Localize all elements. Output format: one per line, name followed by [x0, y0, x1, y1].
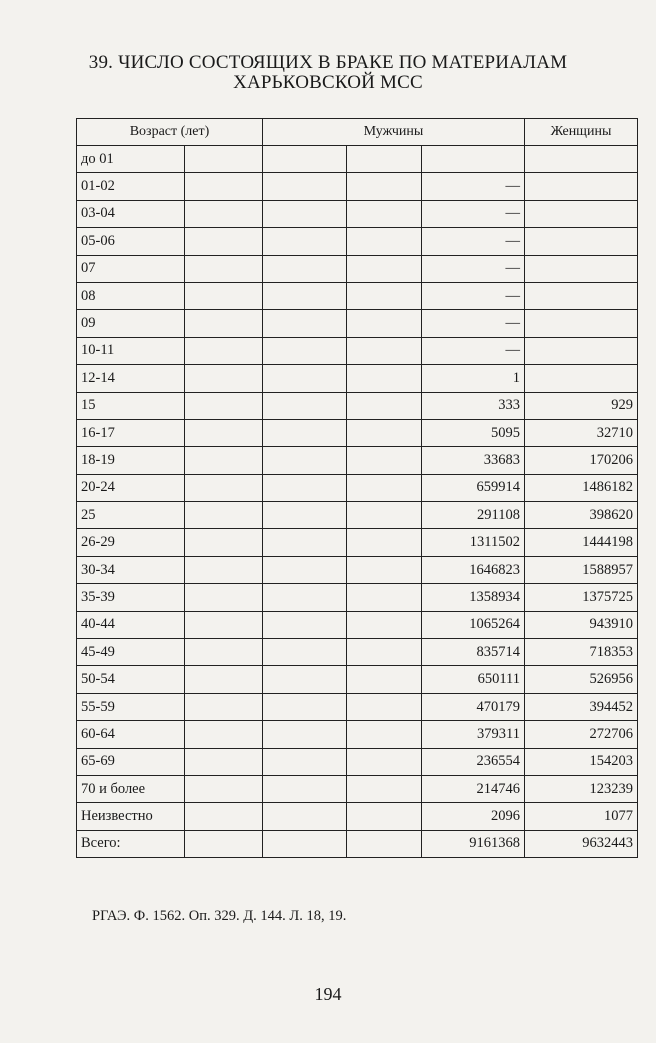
empty-cell: [185, 310, 263, 337]
age-cell: до 01: [77, 146, 185, 173]
empty-cell: [263, 419, 347, 446]
page-title: [0, 53, 656, 93]
empty-cell: [263, 365, 347, 392]
women-cell: [525, 282, 638, 309]
age-cell: 30-34: [77, 556, 185, 583]
age-cell: 05-06: [77, 228, 185, 255]
empty-cell: [185, 502, 263, 529]
age-cell: 07: [77, 255, 185, 282]
women-cell: 394452: [525, 693, 638, 720]
women-cell: [525, 365, 638, 392]
empty-cell: [263, 611, 347, 638]
women-cell: 526956: [525, 666, 638, 693]
men-cell: 659914: [422, 474, 525, 501]
empty-cell: [347, 228, 422, 255]
women-cell: [525, 337, 638, 364]
men-cell: 379311: [422, 721, 525, 748]
table-row: [77, 803, 638, 830]
empty-cell: [263, 146, 347, 173]
table-row: [77, 666, 638, 693]
header-women: Женщины: [525, 119, 638, 146]
empty-cell: [263, 584, 347, 611]
men-cell: 236554: [422, 748, 525, 775]
empty-cell: [185, 173, 263, 200]
men-cell: —: [422, 228, 525, 255]
women-cell: [525, 173, 638, 200]
empty-cell: [263, 392, 347, 419]
table-row: [77, 282, 638, 309]
empty-cell: [263, 666, 347, 693]
empty-cell: [185, 693, 263, 720]
women-cell: 123239: [525, 775, 638, 802]
women-cell: 154203: [525, 748, 638, 775]
table-row: [77, 447, 638, 474]
empty-cell: [347, 447, 422, 474]
empty-cell: [263, 474, 347, 501]
title-line-2: ХАРЬКОВСКОЙ МСС: [233, 72, 423, 93]
men-cell: 835714: [422, 639, 525, 666]
women-cell: [525, 228, 638, 255]
empty-cell: [347, 721, 422, 748]
women-cell: 1588957: [525, 556, 638, 583]
age-cell: 12-14: [77, 365, 185, 392]
empty-cell: [185, 611, 263, 638]
empty-cell: [347, 830, 422, 857]
empty-cell: [263, 282, 347, 309]
table-row: [77, 146, 638, 173]
men-cell: —: [422, 173, 525, 200]
empty-cell: [347, 748, 422, 775]
empty-cell: [347, 200, 422, 227]
empty-cell: [263, 748, 347, 775]
empty-cell: [347, 803, 422, 830]
women-cell: [525, 310, 638, 337]
age-cell: 50-54: [77, 666, 185, 693]
empty-cell: [347, 584, 422, 611]
men-cell: 470179: [422, 693, 525, 720]
women-cell: 929: [525, 392, 638, 419]
age-cell: 26-29: [77, 529, 185, 556]
empty-cell: [263, 228, 347, 255]
men-cell: 33683: [422, 447, 525, 474]
women-cell: [525, 255, 638, 282]
empty-cell: [347, 392, 422, 419]
empty-cell: [185, 146, 263, 173]
men-cell: 1065264: [422, 611, 525, 638]
empty-cell: [263, 447, 347, 474]
empty-cell: [263, 830, 347, 857]
empty-cell: [347, 666, 422, 693]
table-row: [77, 310, 638, 337]
men-cell: —: [422, 200, 525, 227]
table-row: [77, 365, 638, 392]
empty-cell: [263, 255, 347, 282]
women-cell: 1486182: [525, 474, 638, 501]
age-cell: 08: [77, 282, 185, 309]
age-cell: Всего:: [77, 830, 185, 857]
table-row: [77, 584, 638, 611]
empty-cell: [185, 529, 263, 556]
age-cell: 35-39: [77, 584, 185, 611]
empty-cell: [347, 529, 422, 556]
age-cell: 60-64: [77, 721, 185, 748]
empty-cell: [185, 337, 263, 364]
men-cell: 5095: [422, 419, 525, 446]
age-cell: 40-44: [77, 611, 185, 638]
table-row: [77, 173, 638, 200]
empty-cell: [263, 310, 347, 337]
age-cell: 03-04: [77, 200, 185, 227]
empty-cell: [263, 721, 347, 748]
empty-cell: [185, 474, 263, 501]
empty-cell: [185, 721, 263, 748]
men-cell: —: [422, 337, 525, 364]
empty-cell: [263, 529, 347, 556]
men-cell: 214746: [422, 775, 525, 802]
men-cell: 650111: [422, 666, 525, 693]
table-row: [77, 502, 638, 529]
empty-cell: [185, 556, 263, 583]
empty-cell: [185, 639, 263, 666]
empty-cell: [347, 419, 422, 446]
table-row: [77, 693, 638, 720]
table-row: [77, 611, 638, 638]
age-cell: 09: [77, 310, 185, 337]
women-cell: 272706: [525, 721, 638, 748]
age-cell: 01-02: [77, 173, 185, 200]
title-line-1: 39. ЧИСЛО СОСТОЯЩИХ В БРАКЕ ПО МАТЕРИАЛАМ: [88, 52, 568, 73]
empty-cell: [263, 775, 347, 802]
empty-cell: [347, 310, 422, 337]
table-row: [77, 775, 638, 802]
women-cell: 1444198: [525, 529, 638, 556]
women-cell: 1375725: [525, 584, 638, 611]
empty-cell: [185, 365, 263, 392]
age-cell: 10-11: [77, 337, 185, 364]
empty-cell: [185, 228, 263, 255]
table-row: [77, 639, 638, 666]
table-row: [77, 556, 638, 583]
men-cell: 1: [422, 365, 525, 392]
age-cell: 16-17: [77, 419, 185, 446]
empty-cell: [263, 173, 347, 200]
women-cell: 9632443: [525, 830, 638, 857]
empty-cell: [185, 666, 263, 693]
empty-cell: [185, 447, 263, 474]
men-cell: 291108: [422, 502, 525, 529]
age-cell: 65-69: [77, 748, 185, 775]
table-row: [77, 830, 638, 857]
empty-cell: [185, 200, 263, 227]
source-citation: РГАЭ. Ф. 1562. Оп. 329. Д. 144. Л. 18, 19.: [92, 908, 347, 924]
men-cell: 2096: [422, 803, 525, 830]
table-row: [77, 474, 638, 501]
table-row: [77, 200, 638, 227]
women-cell: [525, 146, 638, 173]
empty-cell: [185, 419, 263, 446]
empty-cell: [347, 337, 422, 364]
empty-cell: [347, 146, 422, 173]
women-cell: 32710: [525, 419, 638, 446]
men-cell: [422, 146, 525, 173]
header-row: [77, 119, 638, 146]
empty-cell: [185, 584, 263, 611]
table-row: [77, 748, 638, 775]
table-row: [77, 255, 638, 282]
age-cell: 25: [77, 502, 185, 529]
age-cell: 15: [77, 392, 185, 419]
age-cell: 55-59: [77, 693, 185, 720]
empty-cell: [263, 639, 347, 666]
age-cell: Неизвестно: [77, 803, 185, 830]
empty-cell: [347, 173, 422, 200]
men-cell: —: [422, 310, 525, 337]
empty-cell: [263, 502, 347, 529]
empty-cell: [347, 474, 422, 501]
men-cell: —: [422, 255, 525, 282]
empty-cell: [347, 556, 422, 583]
page-number: 194: [314, 984, 342, 1004]
empty-cell: [347, 255, 422, 282]
age-cell: 18-19: [77, 447, 185, 474]
men-cell: 1646823: [422, 556, 525, 583]
table-row: [77, 419, 638, 446]
empty-cell: [347, 639, 422, 666]
women-cell: 943910: [525, 611, 638, 638]
empty-cell: [347, 365, 422, 392]
header-age: Возраст (лет): [77, 119, 263, 146]
empty-cell: [185, 830, 263, 857]
table-row: [77, 337, 638, 364]
women-cell: 398620: [525, 502, 638, 529]
women-cell: [525, 200, 638, 227]
women-cell: 1077: [525, 803, 638, 830]
empty-cell: [263, 803, 347, 830]
empty-cell: [347, 693, 422, 720]
empty-cell: [185, 775, 263, 802]
empty-cell: [185, 392, 263, 419]
age-cell: 45-49: [77, 639, 185, 666]
empty-cell: [263, 693, 347, 720]
marriage-table: [76, 118, 638, 858]
empty-cell: [185, 255, 263, 282]
table-row: [77, 392, 638, 419]
empty-cell: [185, 748, 263, 775]
empty-cell: [347, 775, 422, 802]
men-cell: 1358934: [422, 584, 525, 611]
men-cell: —: [422, 282, 525, 309]
empty-cell: [185, 282, 263, 309]
empty-cell: [263, 200, 347, 227]
women-cell: 170206: [525, 447, 638, 474]
age-cell: 70 и более: [77, 775, 185, 802]
empty-cell: [347, 611, 422, 638]
men-cell: 9161368: [422, 830, 525, 857]
empty-cell: [347, 282, 422, 309]
empty-cell: [185, 803, 263, 830]
table-row: [77, 721, 638, 748]
table-row: [77, 529, 638, 556]
empty-cell: [347, 502, 422, 529]
empty-cell: [263, 556, 347, 583]
men-cell: 333: [422, 392, 525, 419]
age-cell: 20-24: [77, 474, 185, 501]
men-cell: 1311502: [422, 529, 525, 556]
empty-cell: [263, 337, 347, 364]
header-men: Мужчины: [263, 119, 525, 146]
table-row: [77, 228, 638, 255]
women-cell: 718353: [525, 639, 638, 666]
